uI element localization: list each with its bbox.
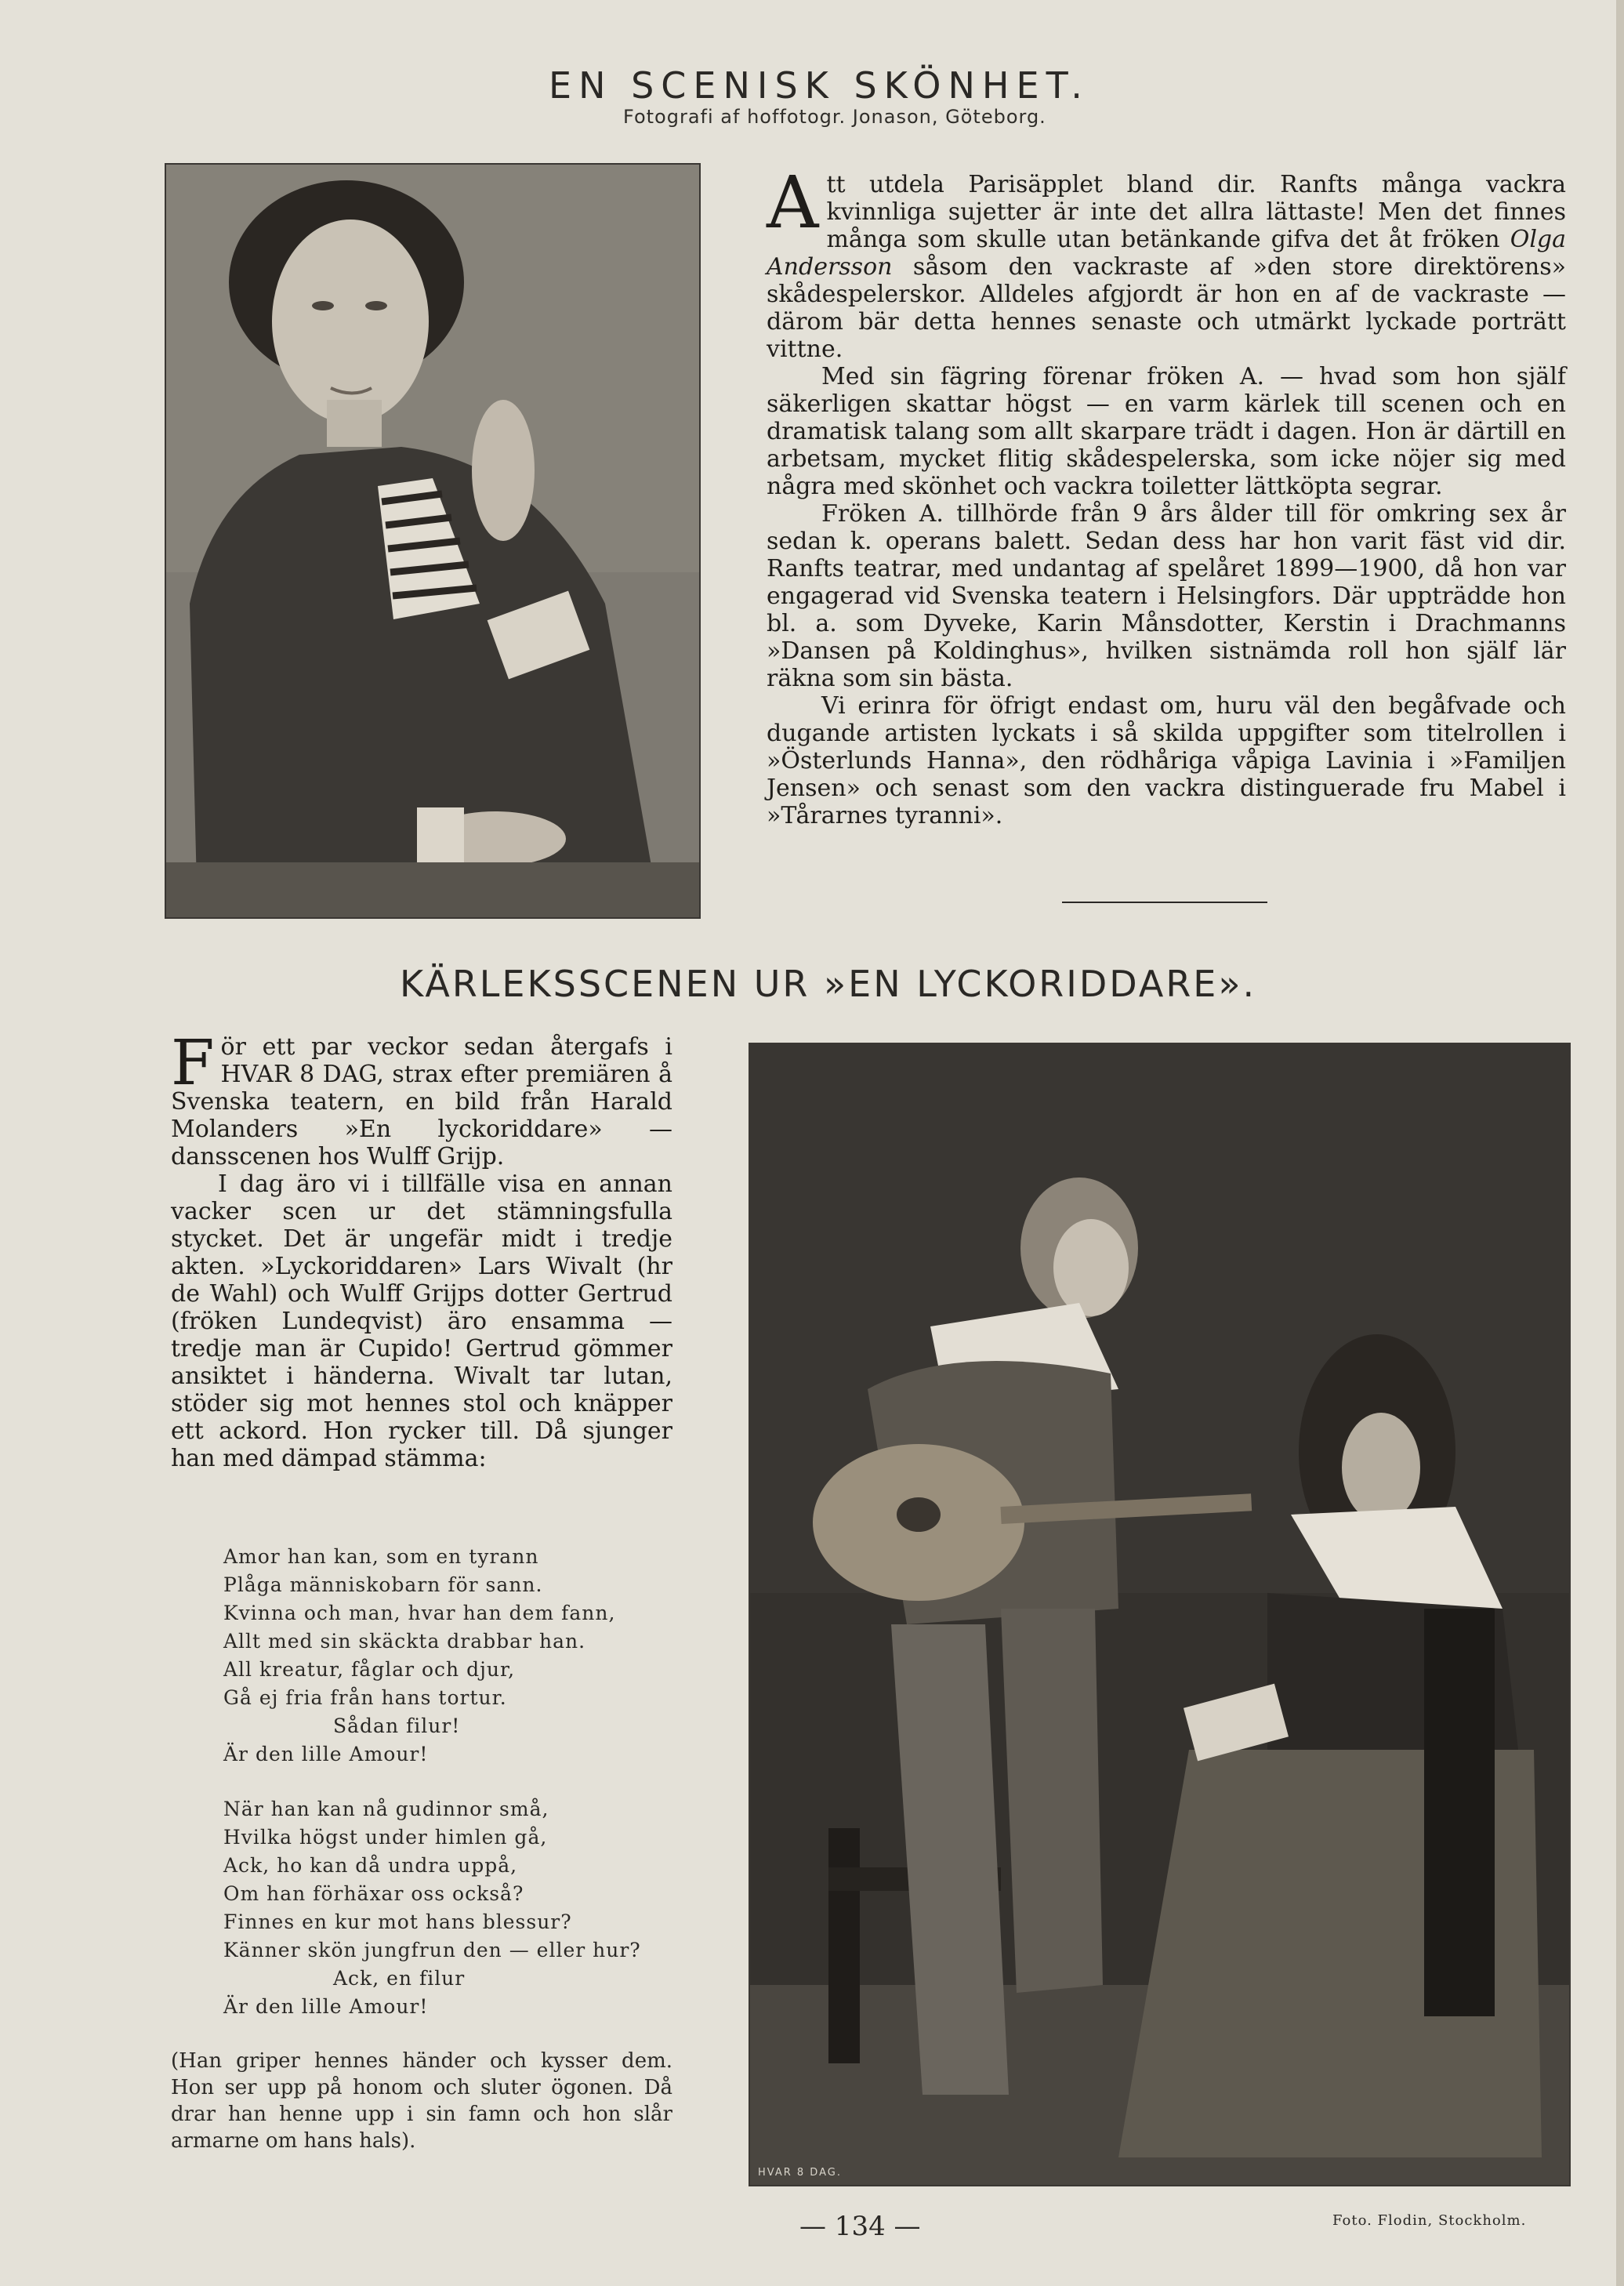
second-paragraph-1 — [171, 1026, 672, 1170]
verse-line: Allt med sin skäckta drabbar han. — [223, 1630, 586, 1653]
actress-name: Olga Andersson — [767, 226, 1566, 281]
page-number: — 134 — — [799, 2211, 921, 2242]
paragraph-tail: såsom den vackraste af »den store direktörens» skådespelerskor. Alldeles afgjordt är hon en af de vackraste — därom bär detta hennes senaste och utmärkt lyckade porträtt vittne. — [767, 253, 1566, 363]
verse-line: Kvinna och man, hvar han dem fann, — [223, 1602, 616, 1624]
verse-line: Sådan filur! — [333, 1714, 461, 1737]
section-divider — [1062, 902, 1267, 903]
article-body — [767, 161, 1566, 829]
verse-line: Ack, en filur — [333, 1967, 466, 1990]
verse-line: Är den lille Amour! — [223, 1995, 429, 2018]
verse-line: Ack, ho kan då undra uppå, — [223, 1854, 518, 1877]
verse-line: När han kan nå gudinnor små, — [223, 1798, 549, 1820]
second-article-title: KÄRLEKSSCENEN UR »EN LYCKORIDDARE». — [400, 963, 1257, 1005]
scene-illustration — [750, 1044, 1569, 2185]
stage-direction: (Han griper hennes händer och kysser dem. Hon ser upp på honom och sluter ögonen. Då drar han henne upp i sin famn och hon slår armarne om hans hals). — [171, 2049, 672, 2153]
scene-photo — [749, 1043, 1571, 2186]
page-edge — [1616, 0, 1624, 2286]
verse-line: Plåga människobarn för sann. — [223, 1573, 543, 1596]
verse-line: Hvilka högst under himlen gå, — [223, 1826, 548, 1849]
article-paragraph-1 — [767, 161, 1566, 363]
verse-line: Finnes en kur mot hans blessur? — [223, 1910, 572, 1933]
article-paragraph-3: Fröken A. tillhörde från 9 års ålder till för omkring sex år sedan k. operans balett. Sedan dess har hon varit fäst vid dir. Ranfts teatrar, med undantag af spelåret 1899—1900, då hon var engagerad vid Svenska teatern i Helsingfors. Där uppträdde hon bl. a. som Dyveke, Karin Månsdotter, Kerstin i Drachmanns »Dansen på Koldinghus», hvilken sistnämda roll hon själf lär räkna som sin bästa. — [767, 500, 1566, 692]
second-paragraph-2: I dag äro vi i tillfälle visa en annan vacker scen ur det stämningsfulla stycket. Det är ungefär midt i tredje akten. »Lyckoriddaren» Lars Wivalt (hr de Wahl) och Wulff Grijps dotter Gertrud (fröken Lundeqvist) äro ensamma — tredje man är Cupido! Gertrud gömmer ansiktet i händerna. Wivalt tar lutan, stöder sig mot hennes stol och knäpper ett ackord. Hon rycker till. Då sjunger han med dämpad stämma: — [171, 1170, 672, 1472]
verse-line: Känner skön jungfrun den — eller hur? — [223, 1939, 641, 1961]
photo-credit-bottom: Foto. Flodin, Stockholm. — [1332, 2212, 1527, 2229]
portrait-illustration — [166, 165, 699, 917]
paragraph-lead: tt utdela Parisäpplet bland dir. Ranfts många vackra kvinnliga sujetter är inte det allra lättaste! Men det finnes många som skulle utan betänkande gifva det åt fröken — [826, 171, 1566, 253]
second-article-body — [171, 1026, 672, 1472]
photo-credit-top: Fotografi af hoffotogr. Jonason, Göteborg. — [623, 106, 1046, 128]
verse-line: All kreatur, fåglar och djur, — [223, 1658, 516, 1681]
second-paragraph-1-text: ör ett par veckor sedan återgafs i HVAR 8 DAG, strax efter premiären å Svenska teatern, en bild från Harald Molanders »En lyckoriddare» — dansscenen hos Wulff Grijp. — [171, 1033, 672, 1170]
drop-cap-f: F — [171, 1026, 215, 1099]
song-verse-2 — [223, 1795, 694, 2021]
drop-cap: A — [767, 161, 819, 245]
verse-line: Gå ej fria från hans tortur. — [223, 1686, 507, 1709]
verse-line: Amor han kan, som en tyrann — [223, 1545, 539, 1568]
photo-watermark: HVAR 8 DAG. — [758, 2167, 842, 2179]
portrait-photo — [165, 163, 701, 919]
article-title: EN SCENISK SKÖNHET. — [549, 64, 1089, 107]
article-paragraph-2: Med sin fägring förenar fröken A. — hvad som hon själf säkerligen skattar högst — en varm kärlek till scenen och en dramatisk talang som allt skarpare trädt i dagen. Hon är därtill en arbetsam, mycket flitig skådespelerska, som icke nöjer sig med några med skönhet och vackra toiletter lättköpta segrar. — [767, 363, 1566, 500]
verse-line: Om han förhäxar oss också? — [223, 1882, 524, 1905]
article-paragraph-4: Vi erinra för öfrigt endast om, huru väl den begåfvade och dugande artisten lyckats i så skilda uppgifter som titelrollen i »Österlunds Hanna», den rödhåriga våpiga Lavinia i »Familjen Jensen» och senast som den vackra distinguerade fru Mabel i »Tårarnes tyranni». — [767, 692, 1566, 829]
song-verse-1 — [223, 1543, 694, 1769]
verse-line: Är den lille Amour! — [223, 1743, 429, 1765]
